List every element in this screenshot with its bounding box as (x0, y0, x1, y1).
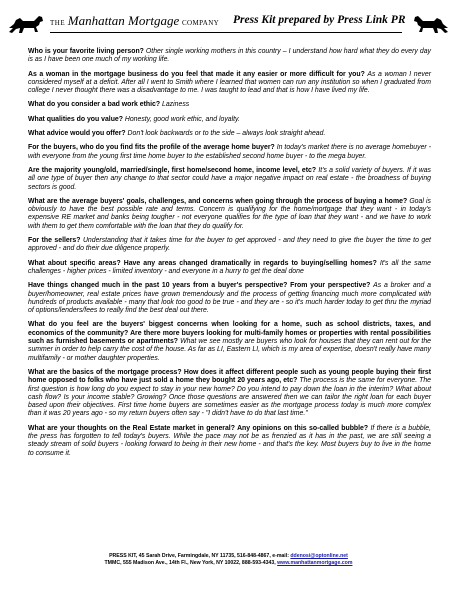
answer: It's all the same challenges - higher prices - limited inventory - and everyone in a hurry to get the deal done (28, 259, 432, 275)
answer: In today's market there is no average homebuyer - with everyone from the young first time home buyer to the established second home buyer - to the mega buyer. (28, 144, 431, 160)
qa-item (28, 48, 431, 65)
question: What about specific areas? Have any areas changed dramatically in regards to buying/selling homes? (28, 259, 377, 267)
question: What do you feel are the buyers' biggest concerns when looking for a home, such as school districts, taxes, and economics of the community? Are there more buyers looking for multi-family homes or properties with rental possibilities such as furnished basements or apartments? (28, 321, 431, 346)
question: What are the basics of the mortgage process? How does it affect different people such as young people buying their first home opposed to folks who have just sold a home they bought 20 years ago, etc? (28, 368, 431, 385)
brand-name: Manhattan Mortgage (67, 13, 180, 28)
footer-company-address: TMMC, 555 Madison Ave., 14th Fl., New York, NY 10022, 888-593-4343, (104, 560, 276, 566)
page-title: Press Kit prepared by Press Link PR (233, 14, 406, 26)
page-header (0, 8, 457, 42)
answer: It's a solid variety of buyers. If it was all one type of buyer then any change to that sector could have a major negative impact on real estate - the broadness of buying sectors is good. (28, 166, 432, 191)
brand-prefix: THE (50, 19, 66, 27)
answer: What we see mostly are buyers who look for houses that they can rent out for the summer in order to help carry the cost of the house. As far as LI, Eastern LI, which is my area of expertise, doesn't really have many multifamily - or mother daughter properties. (28, 338, 431, 362)
question: For the buyers, who do you find fits the profile of the average home buyer? (28, 144, 275, 152)
qa-item (28, 282, 431, 315)
qa-item (28, 321, 431, 362)
question: As a woman in the mortgage business do you feel that made it any easier or more difficult for you? (28, 70, 365, 78)
question: Are the majority young/old, married/single, first home/second home, income level, etc? (28, 166, 317, 174)
horse-logo-icon (411, 12, 451, 36)
answer: Other single working mothers in this country – I understand how hard what they do every day is as I have been one much of my working life. (28, 48, 431, 64)
qa-item (28, 130, 431, 138)
answer: Don't look backwards or to the side – always look straight ahead. (127, 130, 326, 138)
footer-email-link[interactable]: ddenosi@optonline.net (290, 553, 348, 559)
answer: As a broker and a buyer/homeowner, real estate prices have grown tremendously and the process of getting financing much more complicated with hundreds of products available - many that look too good to be true - and they are - so it's much harder today to get thru the myriad of options/lenders/fees to really find the best deal out there. (28, 282, 431, 315)
question: What advice would you offer? (28, 130, 126, 138)
footer-line-1 (0, 553, 457, 560)
answer: Laziness (162, 101, 190, 109)
qa-item (28, 116, 431, 124)
question: Have things changed much in the past 10 years from a buyer's perspective? From your perspective? (28, 282, 371, 290)
page-footer (0, 553, 457, 567)
qa-item (28, 260, 431, 277)
answer: Goal is obviously to have the best possible rate and terms. Concern is qualifying for the home/mortgage that they want - in today's expensive RE market and banks being tougher - not everyone qualifies for the type of loan that they want - and we have to work with them to get them comfortable with the loan that they do qualify for. (28, 197, 431, 230)
answer: If there is a bubble, the press has forgotten to tell today's buyers. While the pace may not be as frenzied as it has in the past, we are still seeing a steady stream of solid buyers - looking forward to being in their new home - and that's the key. Most buyers buy to live in the home to consume it. (28, 424, 432, 457)
question: Who is your favorite living person? (28, 48, 144, 55)
question: For the sellers? (28, 237, 81, 245)
footer-line-2 (0, 560, 457, 567)
qa-item (28, 369, 431, 419)
answer: The process is the same for everyone. The first question is how long do you expect to stay in your new home? Do you intend to pay down the loan in the interim? What about cash flow? Is your income stable? Growing? Once those questions are answered then we can tailor the right loan for each buyer based upon their objectives. First time home buyers are sometimes easier as the mortgage process today is much more complex than it was 20 years ago - so my return buyers often say - "I didn't have to do that last time." (28, 377, 432, 418)
horse-logo-icon (6, 12, 46, 36)
answer: Understanding that it takes time for the buyer to get approved - and they need to give the buyer the time to get approved - and do their due diligence properly. (28, 237, 431, 253)
qa-item (28, 144, 431, 161)
qa-item (28, 71, 431, 96)
question: What do you consider a bad work ethic? (28, 101, 161, 109)
qa-item (28, 198, 431, 231)
header-divider (50, 32, 402, 33)
footer-address: PRESS KIT, 45 Sarah Drive, Farmingdale, NY 11735, 516-848-4867, e-mail: (109, 553, 289, 559)
question: What are your thoughts on the Real Estate market in general? Any opinions on this so-called bubble? (28, 424, 369, 432)
question: What qualities do you value? (28, 115, 123, 123)
company-logo (50, 13, 219, 29)
footer-website-link[interactable]: www.manhattanmortgage.com (277, 560, 353, 566)
qa-item (28, 237, 431, 254)
brand-suffix: COMPANY (181, 19, 220, 27)
qa-item (28, 167, 431, 192)
answer: As a woman I never considered myself at a deficit. After all I went to Smith where I learned that women can run any institution so when I graduated from college I never thought there was a disadvantage to me. I was taught to lead and that is how I have lived my life. (28, 70, 431, 95)
qa-item (28, 101, 431, 109)
qa-item (28, 425, 431, 458)
qa-body (28, 48, 431, 464)
question: What are the average buyers' goals, challenges, and concerns when going through the process of buying a home? (28, 197, 408, 205)
answer: Honesty, good work ethic, and loyalty. (124, 115, 240, 123)
